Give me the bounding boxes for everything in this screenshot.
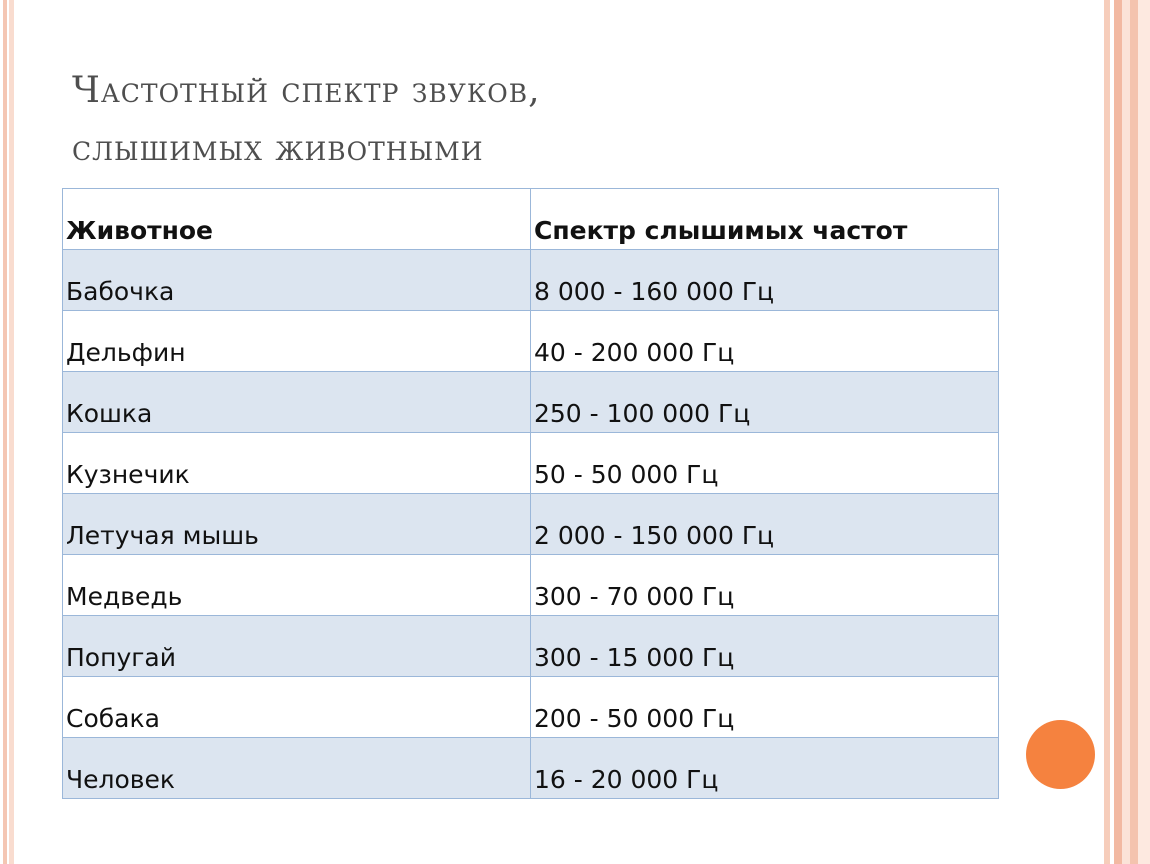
animal-cell: Попугай [63,616,531,677]
table-row [63,250,999,311]
animal-cell: Собака [63,677,531,738]
header-animal: Животное [63,189,531,250]
spectrum-cell: 50 - 50 000 Гц [531,433,999,494]
table-row [63,555,999,616]
table-row [63,433,999,494]
header-spectrum: Спектр слышимых частот [531,189,999,250]
animal-cell: Кузнечик [63,433,531,494]
spectrum-cell: 200 - 50 000 Гц [531,677,999,738]
spectrum-cell: 16 - 20 000 Гц [531,738,999,799]
slide-frame-left [0,0,14,864]
animal-cell: Дельфин [63,311,531,372]
table-row [63,494,999,555]
page-title [72,62,972,178]
frequency-table-container [62,188,998,799]
slide-frame-right [1100,0,1150,864]
spectrum-cell: 300 - 70 000 Гц [531,555,999,616]
animal-cell: Медведь [63,555,531,616]
spectrum-cell: 40 - 200 000 Гц [531,311,999,372]
spectrum-cell: 300 - 15 000 Гц [531,616,999,677]
frequency-table [62,188,999,799]
table-row [63,372,999,433]
spectrum-cell: 250 - 100 000 Гц [531,372,999,433]
spectrum-cell: 8 000 - 160 000 Гц [531,250,999,311]
title-line-2: слышимых животными [72,128,484,169]
animal-cell: Бабочка [63,250,531,311]
animal-cell: Кошка [63,372,531,433]
table-row [63,616,999,677]
table-row [63,738,999,799]
animal-cell: Человек [63,738,531,799]
animal-cell: Летучая мышь [63,494,531,555]
table-row [63,677,999,738]
table-header-row [63,189,999,250]
spectrum-cell: 2 000 - 150 000 Гц [531,494,999,555]
title-line-1: Частотный спектр звуков, [72,70,541,111]
table-row [63,311,999,372]
decorative-orange-circle [1026,720,1095,789]
